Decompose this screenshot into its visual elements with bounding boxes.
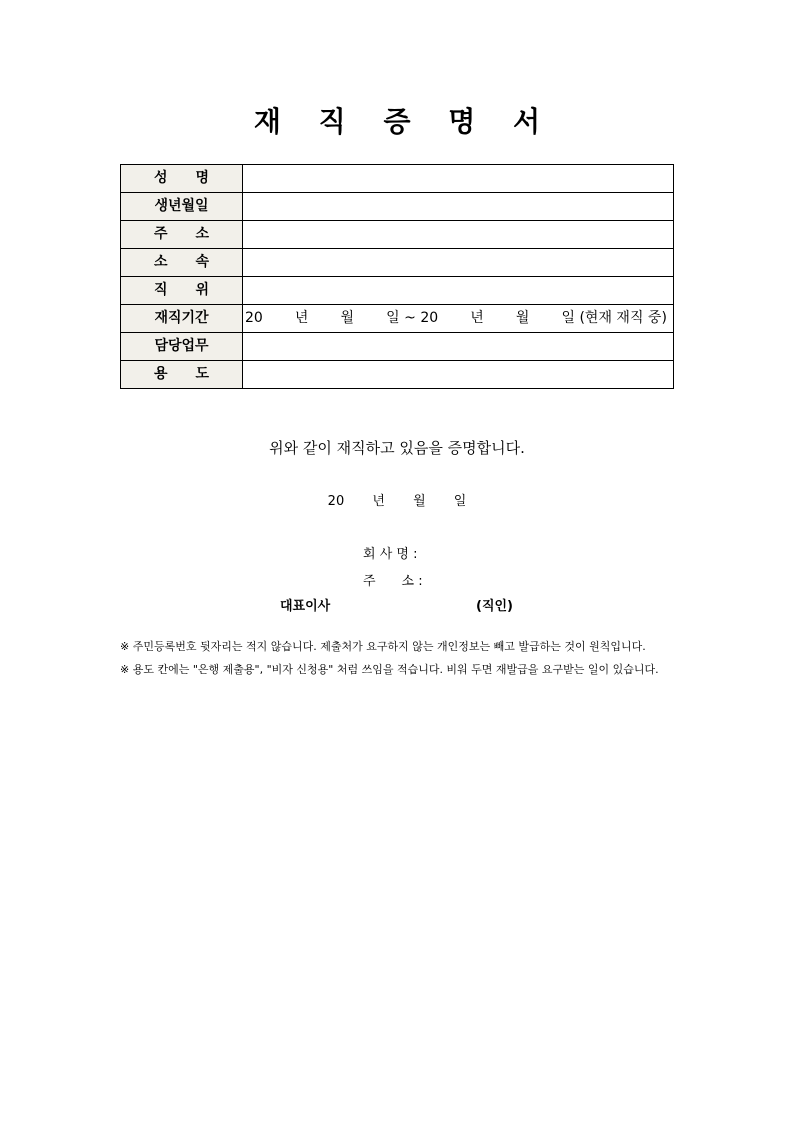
duties-label: 담당업무 xyxy=(121,333,243,361)
name-field[interactable] xyxy=(243,165,674,193)
birthdate-field[interactable] xyxy=(243,193,674,221)
position-label: 직 위 xyxy=(121,277,243,305)
birthdate-label: 생년월일 xyxy=(121,193,243,221)
certification-statement: 위와 같이 재직하고 있음을 증명합니다. xyxy=(269,439,525,457)
issue-date xyxy=(0,490,794,509)
table-row xyxy=(121,249,674,277)
address-label: 주 소 xyxy=(121,221,243,249)
table-row xyxy=(121,221,674,249)
company-name-label: 회 사 명 : xyxy=(363,547,418,562)
period-start-year-unit: 년 xyxy=(294,310,309,326)
issue-date-year-unit: 년 xyxy=(372,494,385,509)
period-start-year: 20 xyxy=(245,310,263,326)
note-item: ※ 용도 칸에는 "은행 제출용", "비자 신청용" 처럼 쓰임을 적습니다. 비워 두면 재발급을 요구받는 일이 있습니다. xyxy=(120,662,659,676)
ceo-label: 대표이사 xyxy=(280,599,331,614)
department-label: 소 속 xyxy=(121,249,243,277)
purpose-field[interactable] xyxy=(243,361,674,389)
note-item: ※ 주민등록번호 뒷자리는 적지 않습니다. 제출처가 요구하지 않는 개인정보는 빼고 발급하는 것이 원칙입니다. xyxy=(120,640,646,653)
table-row xyxy=(121,305,674,333)
table-row xyxy=(121,277,674,305)
company-address-label: 주 소 : xyxy=(363,574,423,589)
period-end-month-unit: 월 xyxy=(515,310,530,326)
issue-date-month-unit: 월 xyxy=(413,494,426,509)
employment-period-label: 재직기간 xyxy=(121,305,243,333)
employee-info-table xyxy=(120,164,674,389)
period-start-month-unit: 월 xyxy=(340,310,355,326)
table-row xyxy=(121,333,674,361)
document-title: 재 직 증 명 서 xyxy=(253,105,555,138)
duties-field[interactable] xyxy=(243,333,674,361)
position-field[interactable] xyxy=(243,277,674,305)
issue-date-year: 20 xyxy=(327,494,345,509)
table-row xyxy=(121,165,674,193)
period-end-year-unit: 년 xyxy=(470,310,484,326)
period-end-day-unit: 일 (현재 재직 중) xyxy=(561,310,667,326)
employment-period-text xyxy=(245,305,673,332)
purpose-label: 용 도 xyxy=(121,361,243,389)
official-seal-label: (직인) xyxy=(476,599,513,614)
name-label: 성 명 xyxy=(121,165,243,193)
issue-date-day-unit: 일 xyxy=(453,494,467,509)
table-row xyxy=(121,193,674,221)
department-field[interactable] xyxy=(243,249,674,277)
period-start-day-unit: 일 ~ 20 xyxy=(386,310,439,326)
employment-period-field[interactable] xyxy=(243,305,674,333)
table-row xyxy=(121,361,674,389)
address-field[interactable] xyxy=(243,221,674,249)
notes-section xyxy=(120,636,668,681)
